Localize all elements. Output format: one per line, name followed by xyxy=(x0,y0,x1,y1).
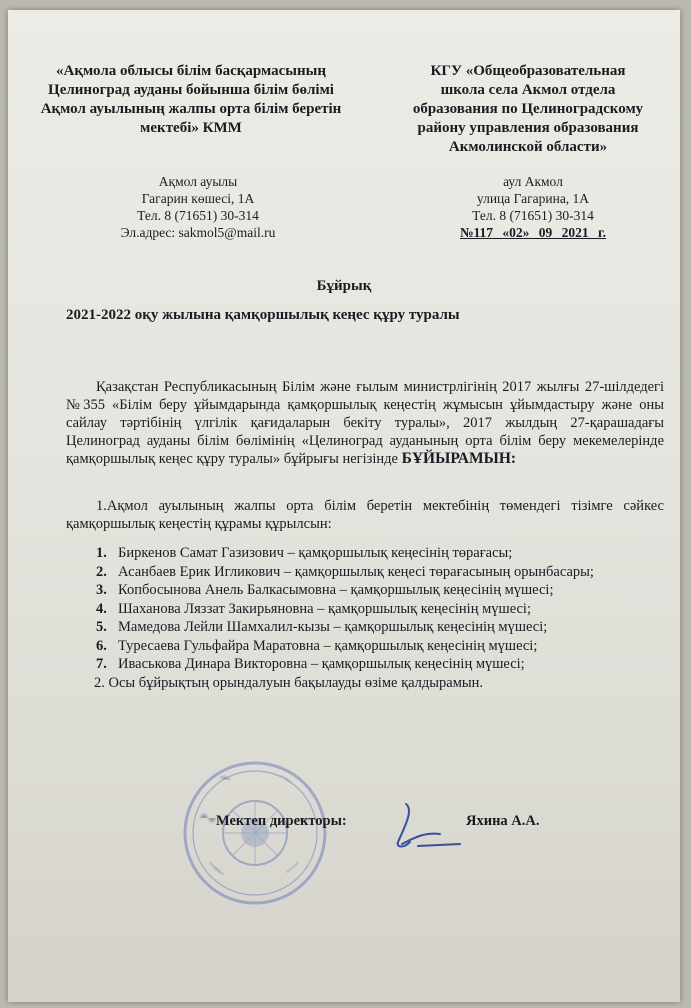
left-address xyxy=(78,173,318,241)
list-item-number: 2. xyxy=(96,563,107,580)
right-org-line: образования по Целиноградскому xyxy=(412,101,644,117)
handwritten-signature xyxy=(384,798,464,858)
address-line: Эл.адрес: sakmol5@mail.ru xyxy=(120,225,276,240)
signature-graphic xyxy=(384,798,464,858)
list-item-text: Иваськова Динара Викторовна – қамқоршылық кеңесінің мүшесі; xyxy=(118,656,525,672)
list-item-number: 1. xyxy=(96,545,107,561)
preamble-text: Қазақстан Республикасының Білім және ғылым министрлігінің 2017 жылғы 27-шілдедегі №355 «Білім беру ұйымдарында қамқоршылық кеңестің жұмысын ұйымдастыру және оны сайлау тәртібінің үлгілік қағидаларын бекіту туралы», 2017 жылдың 27-қарашадағы Целиноград ауданы білім бөлімінің «Целиноград ауданының орта білім беру мекемелерінде қамқоршылық кеңес құру туралы» бұйрығы негізінде xyxy=(66,379,664,467)
list-item-number: 6. xyxy=(96,637,107,654)
right-org-line: школа села Акмол отдела xyxy=(440,82,616,98)
list-item xyxy=(96,544,676,563)
list-item-text: Мамедова Лейли Шамхалил-кызы – қамқоршылық кеңесінің мүшесі; xyxy=(118,619,548,635)
list-item-text: Туресаева Гульфайра Маратовна – қамқоршылық кеңесінің мүшесі; xyxy=(118,637,538,654)
address-line: Ақмол ауылы xyxy=(158,174,238,189)
left-org-line: Ақмол ауылының жалпы орта білім беретін xyxy=(40,101,342,117)
order-word: БҰЙЫРАМЫН: xyxy=(401,450,517,467)
right-address xyxy=(418,173,648,241)
left-org-line: мектебі» КММ xyxy=(140,120,242,136)
right-org-line: КГУ «Общеобразовательная xyxy=(430,63,626,79)
list-item-text: Копбосынова Анель Балкасымовна – қамқоршылық кеңесінің мүшесі; xyxy=(118,582,554,598)
list-item xyxy=(96,655,676,674)
doc-type-title: Бұйрық xyxy=(316,278,372,294)
seal-graphic xyxy=(180,758,330,908)
members-list xyxy=(96,544,676,674)
preamble-paragraph xyxy=(66,378,664,468)
document-page xyxy=(8,10,680,1002)
list-item-number: 5. xyxy=(96,619,107,635)
point-1: 1.Ақмол ауылының жалпы орта білім беретін мектебінің төмендегі тізімге сәйкес қамқоршылық кеңестің құрамы құрылсын: xyxy=(66,498,664,532)
address-line: Гагарин көшесі, 1А xyxy=(141,191,255,206)
address-line: Тел. 8 (71651) 30-314 xyxy=(137,208,259,223)
point-2: 2. Осы бұйрықтың орындалуын бақылауды өзіме қалдырамын. xyxy=(94,675,484,691)
director-role-label: Мектеп директоры: xyxy=(216,813,347,829)
doc-subject: 2021-2022 оқу жылына қамқоршылық кеңес құру туралы xyxy=(66,307,460,323)
address-line: улица Гагарина, 1А xyxy=(476,191,590,206)
list-item-text: Асанбаев Ерик Игликович – қамқоршылық кеңесі төрағасының орынбасары; xyxy=(118,563,594,580)
right-org-line: Акмолинской области» xyxy=(448,139,608,155)
official-seal xyxy=(180,758,330,908)
left-org-line: «Ақмола облысы білім басқармасының xyxy=(56,63,326,79)
right-org-header xyxy=(388,62,668,157)
list-item xyxy=(96,600,676,619)
right-org-line: району управления образования xyxy=(417,120,639,136)
list-item-text: Биркенов Самат Газизович – қамқоршылық кеңесінің төрағасы; xyxy=(118,545,513,561)
list-item xyxy=(96,618,676,637)
left-org-line: Целиноград ауданы бойынша білім бөлімі xyxy=(48,82,334,98)
list-item-number: 3. xyxy=(96,582,107,598)
list-item xyxy=(96,581,676,600)
address-line: аул Акмол xyxy=(503,174,563,189)
list-item xyxy=(96,637,676,656)
list-item-number: 4. xyxy=(96,600,107,617)
address-line: Тел. 8 (71651) 30-314 xyxy=(472,208,594,223)
list-item-text: Шаханова Ляззат Закирьяновна – қамқоршылық кеңесінің мүшесі; xyxy=(118,600,531,617)
list-item xyxy=(96,563,676,582)
list-item-number: 7. xyxy=(96,656,107,672)
director-name: Яхина А.А. xyxy=(466,813,540,829)
doc-number-date: №117 «02» 09 2021 г. xyxy=(459,225,607,240)
left-org-header xyxy=(26,62,356,138)
